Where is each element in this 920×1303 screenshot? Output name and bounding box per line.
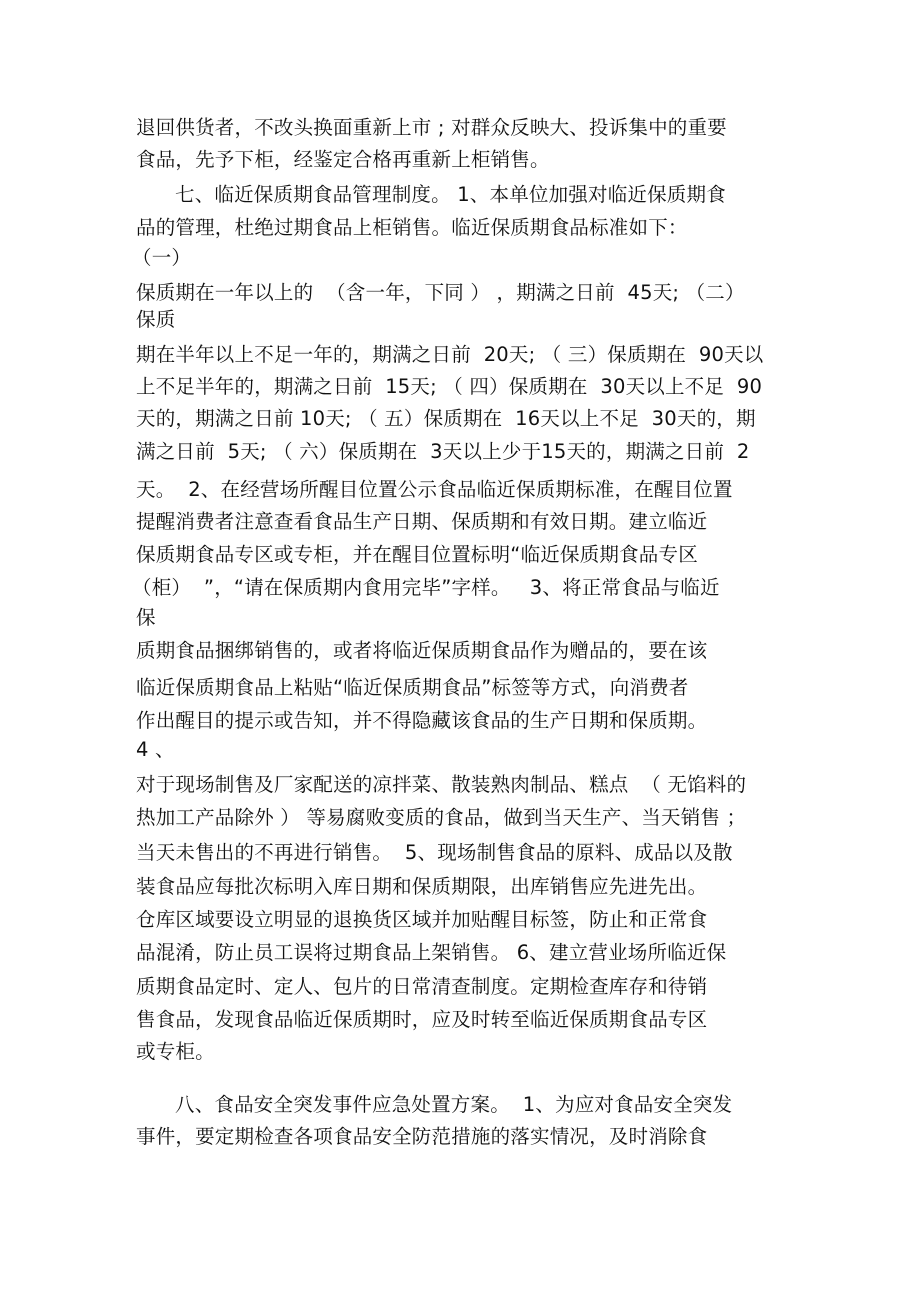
text-line: 保质期在一年以上的 （含一年，下同 ） ，期满之日前 45天; （二） — [136, 281, 745, 304]
text-line: 保质期食品专区或专柜，并在醒目位置标明“临近保质期食品专区 — [136, 543, 698, 566]
text-line: 事件，要定期检查各项食品安全防范措施的落实情况，及时消除食 — [136, 1125, 708, 1148]
text-line: 当天未售出的不再进行销售。 5、现场制售食品的原料、成品以及散 — [136, 841, 733, 864]
text-line: 提醒消费者注意查看食品生产日期、保质期和有效日期。建立临近 — [136, 510, 708, 533]
text-line: 或专柜。 — [136, 1040, 215, 1063]
text-line: 对于现场制售及厂家配送的凉拌菜、散装熟肉制品、糕点 （ 无馅料的 — [136, 773, 747, 796]
text-line: 装食品应每批次标明入库日期和保质期限，出库销售应先进先出。 — [136, 875, 708, 898]
text-line: 质期食品定时、定人、包片的日常清查制度。定期检查库存和待销 — [136, 975, 708, 998]
text-line: 退回供货者，不改头换面重新上市 ; 对群众反映大、投诉集中的重要 — [136, 116, 727, 139]
text-line: 品的管理，杜绝过期食品上柜销售。临近保质期食品标准如下： — [136, 216, 688, 239]
text-line: 作出醒目的提示或告知，并不得隐藏该食品的生产日期和保质期。 — [136, 709, 708, 732]
section-heading-line: 七、临近保质期食品管理制度。 1、本单位加强对临近保质期食 — [175, 183, 726, 206]
text-line: 天。 2、在经营场所醒目位置公示食品临近保质期标准，在醒目位置 — [136, 478, 733, 501]
text-line: 质期食品捆绑销售的，或者将临近保质期食品作为赠品的，要在该 — [136, 639, 708, 662]
text-line: 售食品，发现食品临近保质期时，应及时转至临近保质期食品专区 — [136, 1008, 708, 1031]
text-line: 天的，期满之日前 10天; （ 五）保质期在 16天以上不足 30天的，期 — [136, 407, 756, 430]
text-line: 保 — [136, 606, 156, 629]
text-line: 4 、 — [136, 738, 175, 761]
text-line: 期在半年以上不足一年的，期满之日前 20天; （ 三）保质期在 90天以 — [136, 343, 764, 366]
text-line: 品混淆，防止员工误将过期食品上架销售。 6、建立营业场所临近保 — [136, 941, 727, 964]
text-line: 上不足半年的，期满之日前 15天; （ 四）保质期在 30天以上不足 90 — [136, 375, 763, 398]
text-line: （柜） ”，“请在保质期内食用完毕”字样。 3、将正常食品与临近 — [132, 576, 720, 599]
text-line: 保质 — [136, 308, 176, 331]
text-line: 仓库区域要设立明显的退换货区域并加贴醒目标签，防止和正常食 — [136, 908, 708, 931]
text-line: 食品，先予下柜，经鉴定合格再重新上柜销售。 — [136, 148, 550, 171]
text-line: 热加工产品除外 ） 等易腐败变质的食品，做到当天生产、当天销售 ； — [136, 806, 747, 829]
text-line: 临近保质期食品上粘贴“临近保质期食品”标签等方式，向消费者 — [136, 676, 689, 699]
text-line: （一） — [132, 246, 192, 269]
text-line: 满之日前 5天; （ 六）保质期在 3天以上少于15天的，期满之日前 2 — [136, 440, 750, 463]
section-heading-line: 八、食品安全突发事件应急处置方案。 1、为应对食品安全突发 — [175, 1093, 733, 1116]
